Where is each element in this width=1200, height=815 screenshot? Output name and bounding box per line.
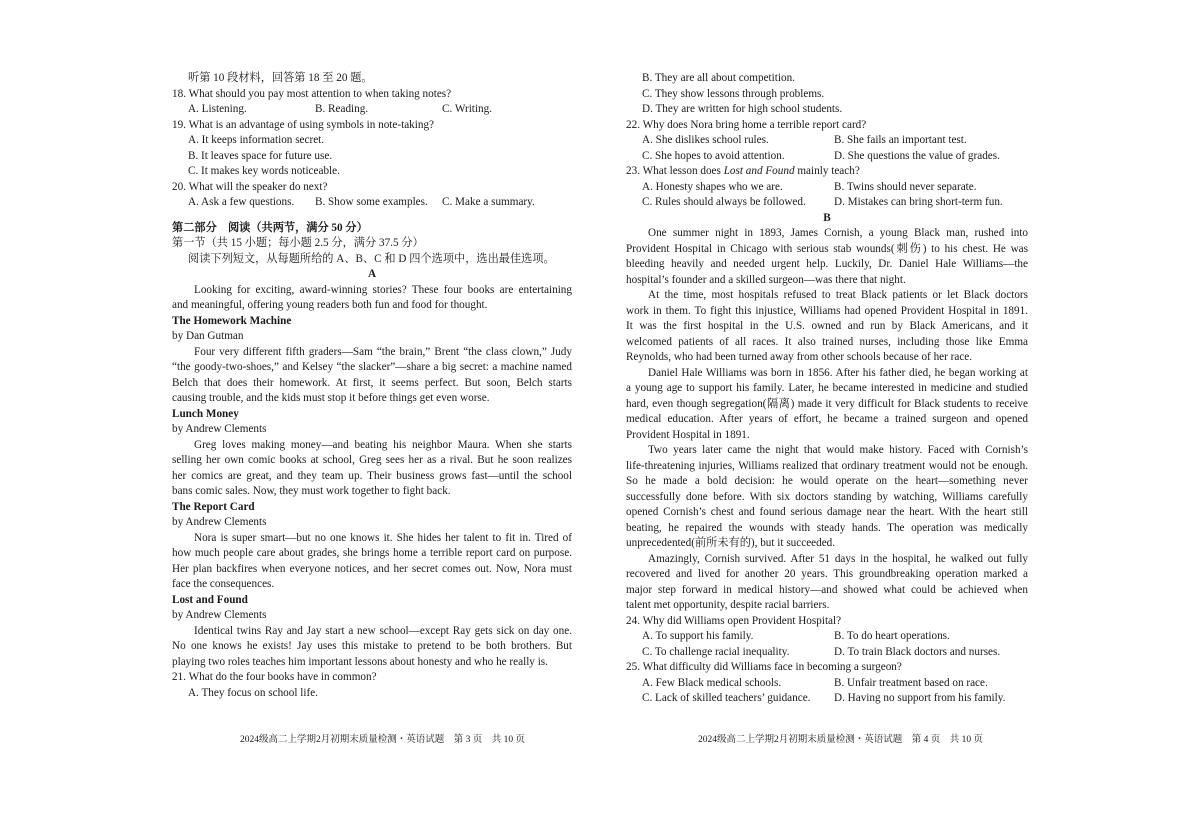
question-18-options	[172, 102, 572, 118]
option: A. It keeps information secret.	[188, 134, 325, 146]
book-text-line: Belch that does their homework. At first, it seems perfect. But soon, Belch starts	[172, 376, 572, 389]
book-title-italic: Lost and Found	[723, 165, 795, 177]
option: C. Make a summary.	[442, 196, 535, 208]
passage-a-label: A	[367, 268, 377, 280]
passage-b-line: successfully done before. With six doctors standing by watching, Williams carefully	[626, 490, 1028, 503]
option: D. She questions the value of grades.	[834, 149, 1000, 162]
passage-b-line: life-threatening injuries, Williams realized that ordinary treatment would not be enough.	[626, 459, 1028, 472]
option: A. They focus on school life.	[188, 686, 318, 699]
option: D. Having no support from his family.	[834, 692, 1006, 704]
passage-b-line: recovered and lived for another 20 years. This groundbreaking operation marked a	[626, 568, 1028, 580]
passage-b-line: Reynolds, who had been turned away from other schools because of her race.	[626, 351, 973, 363]
page-4-footer: 2024级高二上学期2月初期末质量检测・英语试题 第 4 页 共 10 页	[698, 735, 984, 745]
question-23-text: 23. What lesson does	[626, 165, 724, 177]
book-title: The Report Card	[172, 500, 255, 513]
passage-b-line: talent met opportunity, despite racial barriers.	[626, 599, 830, 611]
book-text-line: bans comic sales. Now, they must work together to fight back.	[172, 485, 451, 497]
option: D. To train Black doctors and nurses.	[834, 645, 1001, 658]
book-title: The Homework Machine	[172, 314, 292, 327]
option: B. Show some examples.	[315, 196, 428, 208]
question-23-text: mainly teach?	[794, 165, 860, 177]
question-18: 18. What should you pay most attention to when taking notes?	[172, 87, 452, 100]
question-24: 24. Why did Williams open Provident Hospital?	[626, 614, 842, 627]
book-text-line: her comics are great, and they team up. Their business grows fast—until the school	[172, 469, 572, 482]
passage-b-line: hospital’s founder and a skilled surgeon—was there that night.	[626, 273, 906, 286]
question-19: 19. What is an advantage of using symbols in note-taking?	[172, 118, 435, 131]
book-text-line: Her plan backfires when everyone notices, and her secret comes out. Now, Nora must	[172, 562, 572, 575]
question-22-options	[626, 133, 1028, 149]
part-2-heading: 第二部分 阅读（共两节，满分 50 分）	[172, 221, 368, 234]
question-22: 22. Why does Nora bring home a terrible report card?	[626, 118, 867, 131]
option: A. Honesty shapes who we are.	[642, 180, 783, 193]
option: D. They are written for high school students.	[642, 103, 843, 115]
question-24-options	[626, 629, 1028, 645]
passage-b-line: Amazingly, Cornish survived. After 51 days in the hospital, he walked out fully	[648, 552, 1028, 565]
option: C. They show lessons through problems.	[642, 87, 825, 100]
book-text-line: Nora is super smart—but no one knows it. She hides her talent to fit in. Tired of	[194, 531, 572, 544]
passage-b-line: medical education. After years of effort, he became a trained surgeon and opened	[626, 413, 1028, 425]
option: A. Few Black medical schools.	[642, 676, 782, 689]
book-text-line: face the consequences.	[172, 578, 275, 590]
section-1-heading: 第一节（共 15 小题；每小题 2.5 分，满分 37.5 分）	[172, 237, 424, 249]
passage-b-line: welcomed patients of all races. It also trained nurses, including those like Emma	[626, 335, 1028, 348]
option: A. To support his family.	[642, 630, 754, 642]
option: A. She dislikes school rules.	[642, 134, 769, 146]
passage-b-line: bleeding heavily and needed urgent help. Luckily, Dr. Daniel Hale Williams—the	[626, 258, 1028, 270]
option: D. Mistakes can bring short-term fun.	[834, 196, 1003, 208]
page-3-footer: 2024级高二上学期2月初期末质量检测・英语试题 第 3 页 共 10 页	[240, 735, 526, 745]
book-text-line: Greg loves making money—and beating his neighbor Maura. When she starts	[194, 438, 572, 451]
option: A. Ask a few questions.	[188, 196, 295, 208]
option: C. Rules should always be followed.	[642, 196, 806, 208]
question-20: 20. What will the speaker do next?	[172, 180, 328, 193]
passage-b-line: a young age to support his family. Later, he became interested in medicine and studied	[626, 382, 1028, 394]
passage-b-line: Provident Hospital in Chicago with serious stab wounds(刺伤) to his chest. He was	[626, 242, 1028, 255]
book-title: Lost and Found	[172, 593, 248, 606]
passage-a-intro-line: Looking for exciting, award-winning stories? These four books are entertaining	[194, 283, 572, 296]
passage-b-line: Two years later came the night that would make history. Faced with Cornish’s	[648, 444, 1028, 456]
option: B. She fails an important test.	[834, 134, 967, 146]
option: C. Lack of skilled teachers’ guidance.	[642, 692, 811, 704]
option: C. She hopes to avoid attention.	[642, 149, 785, 162]
book-text-line: Four very different fifth graders—Sam “the brain,” Brent “the class clown,” Judy	[194, 345, 572, 358]
book-text-line: selling her own comic books at school, Greg sees her as a rival. But he soon realizes	[172, 454, 572, 466]
left-page-column	[172, 71, 572, 701]
passage-b-line: One summer night in 1893, James Cornish, a young Black man, rushed into	[648, 227, 1028, 239]
passage-b-line: beating, he repaired the wounds with steady hands. The operation was medically	[626, 521, 1028, 534]
book-text-line: causing trouble, and the kids must stop it before things get even worse.	[172, 392, 490, 404]
listening-intro: 听第 10 段材料，回答第 18 至 20 题。	[188, 72, 373, 84]
question-25-options	[626, 676, 1028, 692]
passage-b-line: work in them. To fight this injustice, Williams had opened Provident Hospital in 1891.	[626, 304, 1028, 317]
book-author: by Andrew Clements	[172, 516, 267, 528]
passage-b-line: major step forward in medical history—and showed what could be achieved when	[626, 583, 1028, 596]
passage-b-line: opened Cornish’s chest and found serious damage near the heart. With the heart still	[626, 506, 1028, 518]
book-author: by Dan Gutman	[172, 330, 244, 342]
right-page-column	[626, 71, 1028, 707]
option: B. Unfair treatment based on race.	[834, 676, 988, 689]
book-author: by Andrew Clements	[172, 609, 267, 621]
passage-b-label: B	[823, 211, 831, 224]
question-20-options	[172, 195, 572, 211]
book-text-line: playing two roles teaches him important lessons about honesty and who he really is.	[172, 655, 548, 668]
passage-b-line: Daniel Hale Williams was born in 1856. After his father died, he began working at	[648, 366, 1028, 379]
option: B. To do heart operations.	[834, 630, 950, 642]
book-text-line: “the goody-two-shoes,” and Kelsey “the slacker”—share a big secret: a machine named	[172, 361, 572, 373]
option: C. Writing.	[442, 103, 492, 115]
question-24-options	[626, 645, 1028, 661]
passage-b-line: So he made a bold decision: he would operate on the heart—something never	[626, 475, 1028, 487]
reading-instruction: 阅读下列短文，从每题所给的 A、B、C 和 D 四个选项中，选出最佳选项。	[188, 252, 555, 265]
option: B. Twins should never separate.	[834, 180, 977, 193]
question-23	[626, 164, 1028, 180]
book-text-line: Identical twins Ray and Jay start a new school—except Ray gets sick on day one.	[194, 624, 572, 637]
passage-b-line: At the time, most hospitals refused to treat Black patients or let Black doctors	[648, 289, 1028, 301]
option: B. They are all about competition.	[642, 72, 795, 84]
question-25-options	[626, 691, 1028, 707]
passage-b-line: It was the first hospital in the U.S. owned and run by Black Americans, and it	[626, 320, 1028, 332]
option: B. Reading.	[315, 103, 369, 115]
question-23-options	[626, 195, 1028, 211]
option: A. Listening.	[188, 103, 247, 115]
option: C. It makes key words noticeable.	[188, 165, 340, 177]
passage-b-line: Provident Hospital in 1891.	[626, 428, 750, 441]
option: B. It leaves space for future use.	[188, 149, 333, 162]
book-text-line: No one knows he exists! Jay uses this mistake to pretend to be both brothers. But	[172, 640, 572, 652]
option: C. To challenge racial inequality.	[642, 645, 790, 658]
passage-b-line: hard, even though segregation(隔离) made it very difficult for Black students to receive	[626, 397, 1028, 410]
question-25: 25. What difficulty did Williams face in becoming a surgeon?	[626, 661, 902, 673]
passage-b-line: unprecedented(前所未有的), but it succeeded.	[626, 537, 836, 549]
question-21: 21. What do the four books have in common?	[172, 671, 377, 683]
passage-a-intro-line: and meaningful, offering young readers both fun and food for thought.	[172, 299, 488, 311]
book-text-line: how much people care about grades, she brings home a terrible report card on purpose.	[172, 547, 572, 559]
book-title: Lunch Money	[172, 407, 239, 420]
book-author: by Andrew Clements	[172, 423, 267, 435]
question-22-options	[626, 149, 1028, 165]
question-23-options	[626, 180, 1028, 196]
